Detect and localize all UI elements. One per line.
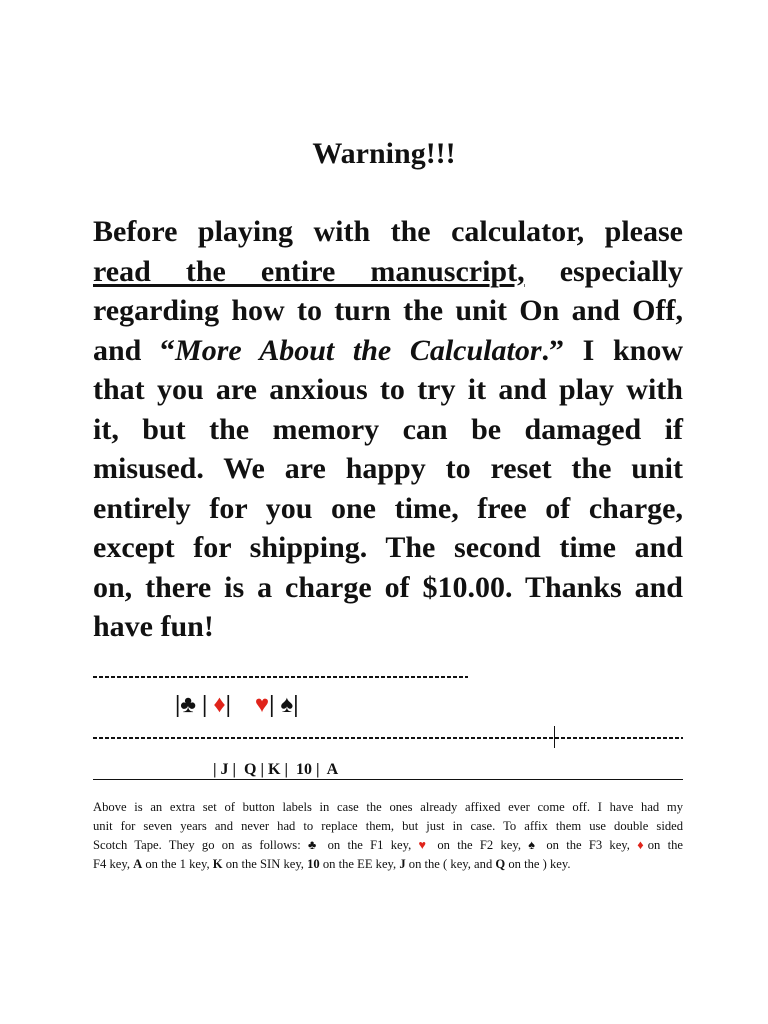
note-text: on the 1 key, (142, 857, 213, 871)
warning-line: Before playing with the calculator, please (93, 215, 683, 248)
warning-line: have fun! (93, 610, 214, 643)
italic-title: More About the Calculator (175, 333, 542, 367)
warning-line: it, but the memory can be damaged if (93, 412, 683, 446)
note-text: Scotch Tape. They go on as follows: (93, 838, 308, 852)
note-line (93, 855, 683, 874)
note-text: on the F2 key, (430, 838, 529, 852)
note-text: on the ( key, and (405, 857, 496, 871)
warning-line: except for shipping. The second time and (93, 531, 683, 564)
instructions-note (93, 798, 683, 874)
warning-line (93, 252, 683, 292)
key-label: K (212, 857, 223, 871)
spade-icon: ♠ (528, 838, 540, 852)
warning-text: .” I know (541, 333, 684, 367)
page-title: Warning!!! (312, 137, 456, 170)
club-icon: ♣ (307, 838, 321, 852)
heart-icon: ♥ (418, 838, 431, 852)
key-label: J (399, 857, 406, 871)
warning-text: and “ (93, 333, 176, 367)
cut-line-middle (93, 737, 683, 739)
note-text: F4 key, (93, 857, 134, 871)
spade-icon: ♠ (280, 692, 294, 718)
warning-line: regarding how to turn the unit On and Off, (93, 294, 683, 327)
note-line: Above is an extra set of button labels in case the ones already affixed ever come off. I have had my (93, 800, 683, 814)
letter-labels-row: | J | Q | K | 10 | A (213, 761, 339, 778)
note-text: on the EE key, (319, 857, 400, 871)
separator: | (293, 692, 299, 718)
underlined-text: read the entire manuscript, (93, 254, 525, 288)
divider-line (93, 779, 683, 780)
separator: | (225, 692, 231, 718)
warning-line: that you are anxious to try it and play with (93, 373, 683, 406)
note-text: on the F3 key, (539, 838, 638, 852)
separator: | (202, 692, 208, 718)
note-text: on the (647, 838, 683, 852)
note-text: on the SIN key, (222, 857, 308, 871)
warning-line: entirely for you one time, free of charge, (93, 491, 683, 525)
key-label: Q (495, 857, 506, 871)
suit-labels-row (175, 690, 298, 720)
diamond-icon: ♦ (637, 838, 648, 852)
warning-paragraph (93, 212, 683, 647)
cut-mark (554, 726, 555, 748)
warning-text: especially (524, 254, 684, 288)
heart-icon: ♥ (254, 692, 270, 718)
note-line: unit for seven years and never had to replace them, but just in case. To affix them use double sided (93, 819, 683, 833)
note-text: on the ) key. (505, 857, 571, 871)
diamond-icon: ♦ (213, 692, 226, 718)
separator: | (175, 692, 181, 718)
key-label: A (133, 857, 143, 871)
warning-line (93, 331, 683, 371)
cut-line-top (93, 676, 468, 678)
note-line (93, 836, 683, 855)
note-text: on the F1 key, (320, 838, 419, 852)
club-icon: ♣ (180, 692, 197, 718)
separator: | (269, 692, 275, 718)
warning-line: misused. We are happy to reset the unit (93, 452, 683, 485)
key-label: 10 (307, 857, 320, 871)
warning-line: on, there is a charge of $10.00. Thanks and (93, 570, 683, 604)
